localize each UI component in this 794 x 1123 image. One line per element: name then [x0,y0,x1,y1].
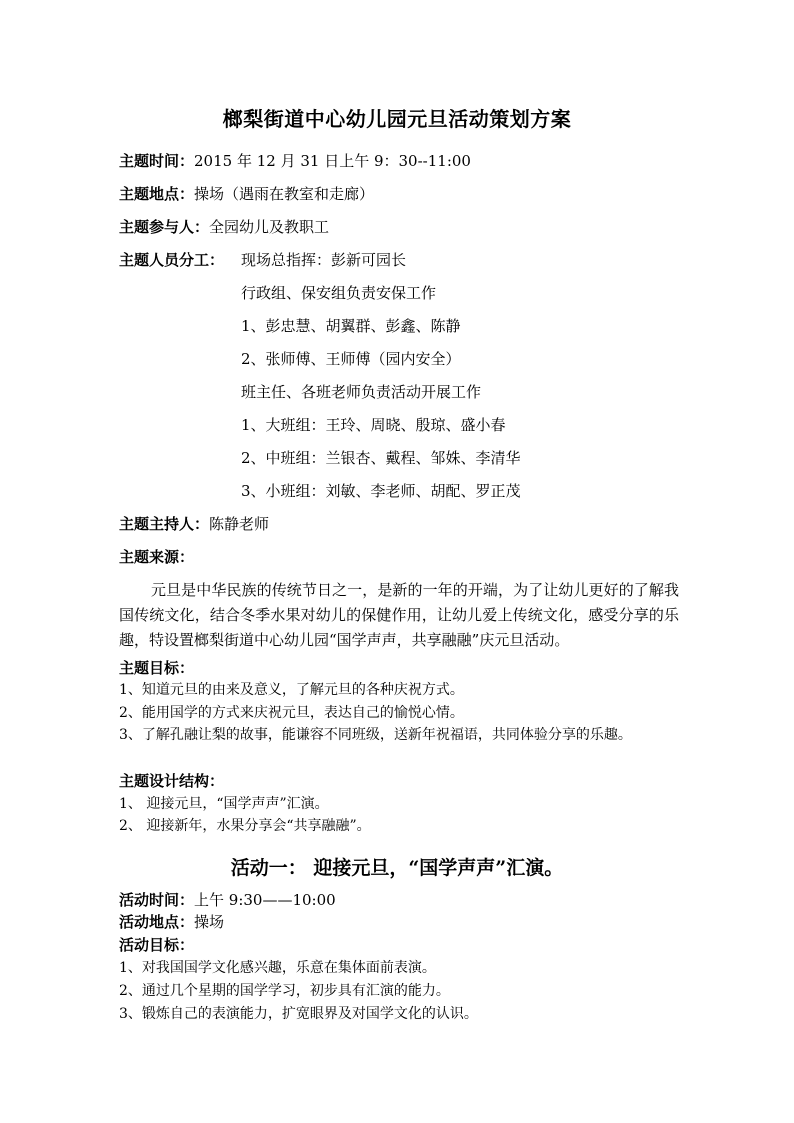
theme-participants-label: 主题参与人： [119,218,210,236]
theme-structure-label: 主题设计结构： [119,772,225,790]
theme-place-label: 主题地点： [119,185,195,203]
staff-line: 2、中班组：兰银杏、戴程、邹姝、李清华 [241,449,521,467]
staff-line: 1、彭忠慧、胡翼群、彭鑫、陈静 [241,317,461,335]
theme-goal-item: 1、知道元旦的由来及意义，了解元旦的各种庆祝方式。 [119,682,464,698]
theme-source-text: 元旦是中华民族的传统节日之一，是新的一年的开端，为了让幼儿更好的了解我国传统文化，结合冬季水果对幼儿的保健作用，让幼儿爱上传统文化，感受分享的乐趣，特设置榔梨街道中心幼儿园“国学声声，共享融融”庆元旦活动。 [119,581,679,649]
theme-place-value: 操场（遇雨在教室和走廊） [194,185,375,203]
staff-line: 现场总指挥：彭新可园长 [241,251,407,269]
theme-goals-label: 主题目标： [119,659,195,677]
theme-structure-item: 1、 迎接元旦，“国学声声”汇演。 [119,796,329,812]
activity1-place-label: 活动地点： [119,913,195,931]
staff-line: 行政组、保安组负责安保工作 [241,284,437,302]
activity1-goal-item: 1、对我国国学文化感兴趣，乐意在集体面前表演。 [119,960,436,976]
theme-staff-label [119,250,224,270]
staff-line: 班主任、各班老师负责活动开展工作 [241,383,482,401]
theme-goal-item: 2、能用国学的方式来庆祝元旦，表达自己的愉悦心情。 [119,705,464,721]
staff-line: 3、小班组：刘敏、李老师、胡配、罗正茂 [241,482,521,500]
theme-place-row [119,184,374,204]
theme-time-row [119,151,471,171]
theme-time-value: 2015 年 12 月 31 日上午 9：30--11:00 [194,152,471,170]
staff-line: 1、大班组：王玲、周晓、殷琼、盛小春 [241,416,506,434]
theme-host-row [119,514,269,534]
document-title: 榔梨街道中心幼儿园元旦活动策划方案 [222,107,572,131]
activity1-goals-label: 活动目标： [119,936,195,954]
activity1-place-row [119,912,224,932]
theme-host-value: 陈静老师 [209,515,270,533]
theme-staff-label-text: 主题人员分工： [119,251,225,269]
activity1-time-row [119,890,336,910]
activity1-place-value: 操场 [194,913,225,931]
theme-structure-item: 2、 迎接新年，水果分享会“共享融融”。 [119,818,371,834]
activity1-goal-item: 3、锻炼自己的表演能力，扩宽眼界及对国学文化的认识。 [119,1006,478,1022]
activity1-goal-item: 2、通过几个星期的国学学习，初步具有汇演的能力。 [119,983,450,999]
theme-host-label: 主题主持人： [119,515,210,533]
theme-participants-value: 全园幼儿及教职工 [209,218,330,236]
theme-goal-item: 3、了解孔融让梨的故事，能谦容不同班级，送新年祝福语，共同体验分享的乐趣。 [119,727,632,743]
staff-line: 2、张师傅、王师傅（园内安全） [241,350,461,368]
activity1-time-value: 上午 9:30——10:00 [194,891,336,909]
activity1-time-label: 活动时间： [119,891,195,909]
theme-time-label: 主题时间： [119,152,195,170]
theme-participants-row [119,217,329,237]
activity1-heading: 活动一： 迎接元旦，“国学声声”汇演。 [230,857,564,879]
theme-source-label: 主题来源： [119,548,195,566]
